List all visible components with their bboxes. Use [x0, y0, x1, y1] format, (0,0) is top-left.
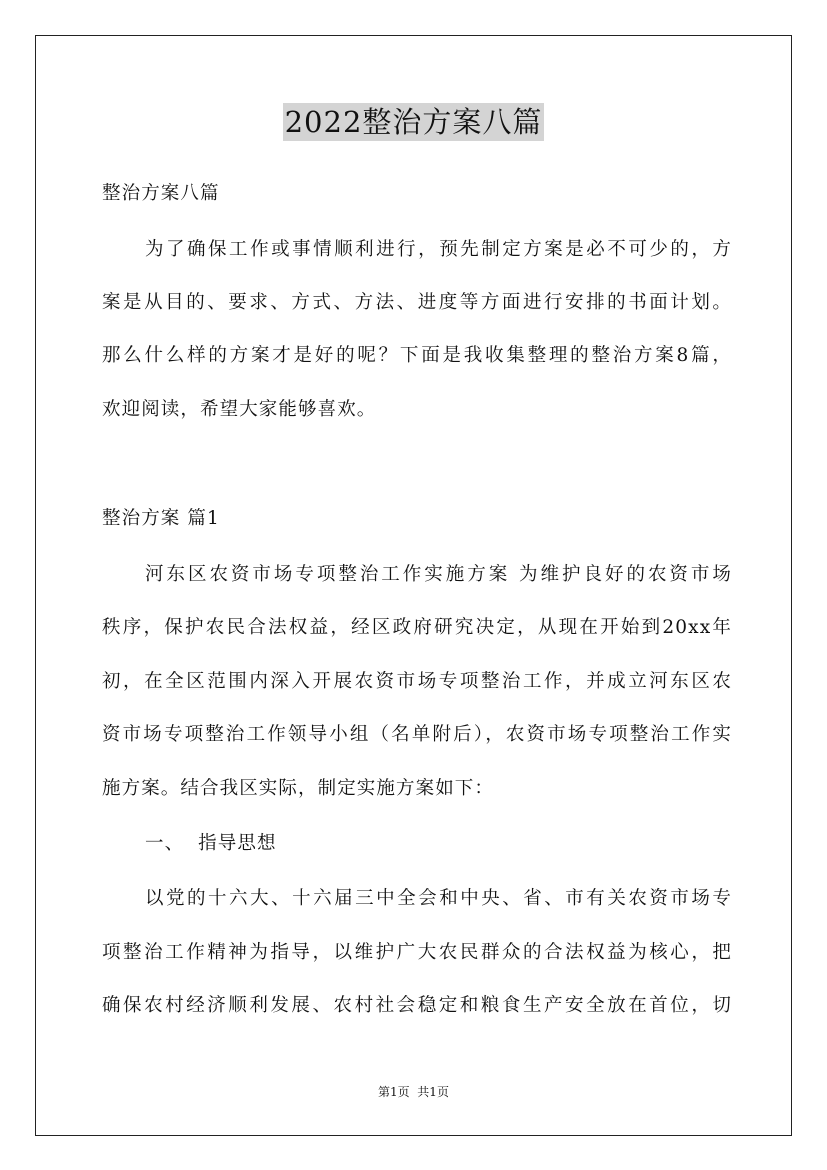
intro-heading: 整治方案八篇 [102, 183, 220, 204]
guide-line-3: 确保农村经济顺利发展、农村社会稳定和粮食生产安全放在首位，切 [102, 995, 732, 1016]
body-line-4: 资市场专项整治工作领导小组（名单附后），农资市场专项整治工作实 [102, 724, 732, 745]
guide-line-1: 以党的十六大、十六届三中全会和中央、省、市有关农资市场专 [145, 888, 732, 909]
guide-line-2: 项整治工作精神为指导，以维护广大农民群众的合法权益为核心，把 [102, 942, 732, 963]
section-heading: 整治方案 篇1 [102, 508, 220, 529]
subheading-guiding-ideology: 一、 指导思想 [145, 833, 277, 854]
page-number-label: 第1页 共1页 [378, 1085, 449, 1099]
title-container [0, 103, 827, 141]
body-line-2: 秩序，保护农民合法权益，经区政府研究决定，从现在开始到20xx年 [102, 617, 732, 638]
body-line-3: 初，在全区范围内深入开展农资市场专项整治工作，并成立河东区农 [102, 671, 732, 692]
body-line-5: 施方案。结合我区实际，制定实施方案如下： [102, 778, 495, 799]
intro-line-3: 那么什么样的方案才是好的呢？下面是我收集整理的整治方案8篇， [102, 345, 732, 366]
intro-line-4: 欢迎阅读，希望大家能够喜欢。 [102, 399, 377, 420]
document-title: 2022整治方案八篇 [284, 105, 543, 139]
page-footer [0, 1084, 827, 1100]
intro-line-1: 为了确保工作或事情顺利进行，预先制定方案是必不可少的，方 [145, 239, 732, 260]
intro-line-2: 案是从目的、要求、方式、方法、进度等方面进行安排的书面计划。 [102, 292, 732, 313]
body-line-1: 河东区农资市场专项整治工作实施方案 为维护良好的农资市场 [145, 564, 732, 585]
